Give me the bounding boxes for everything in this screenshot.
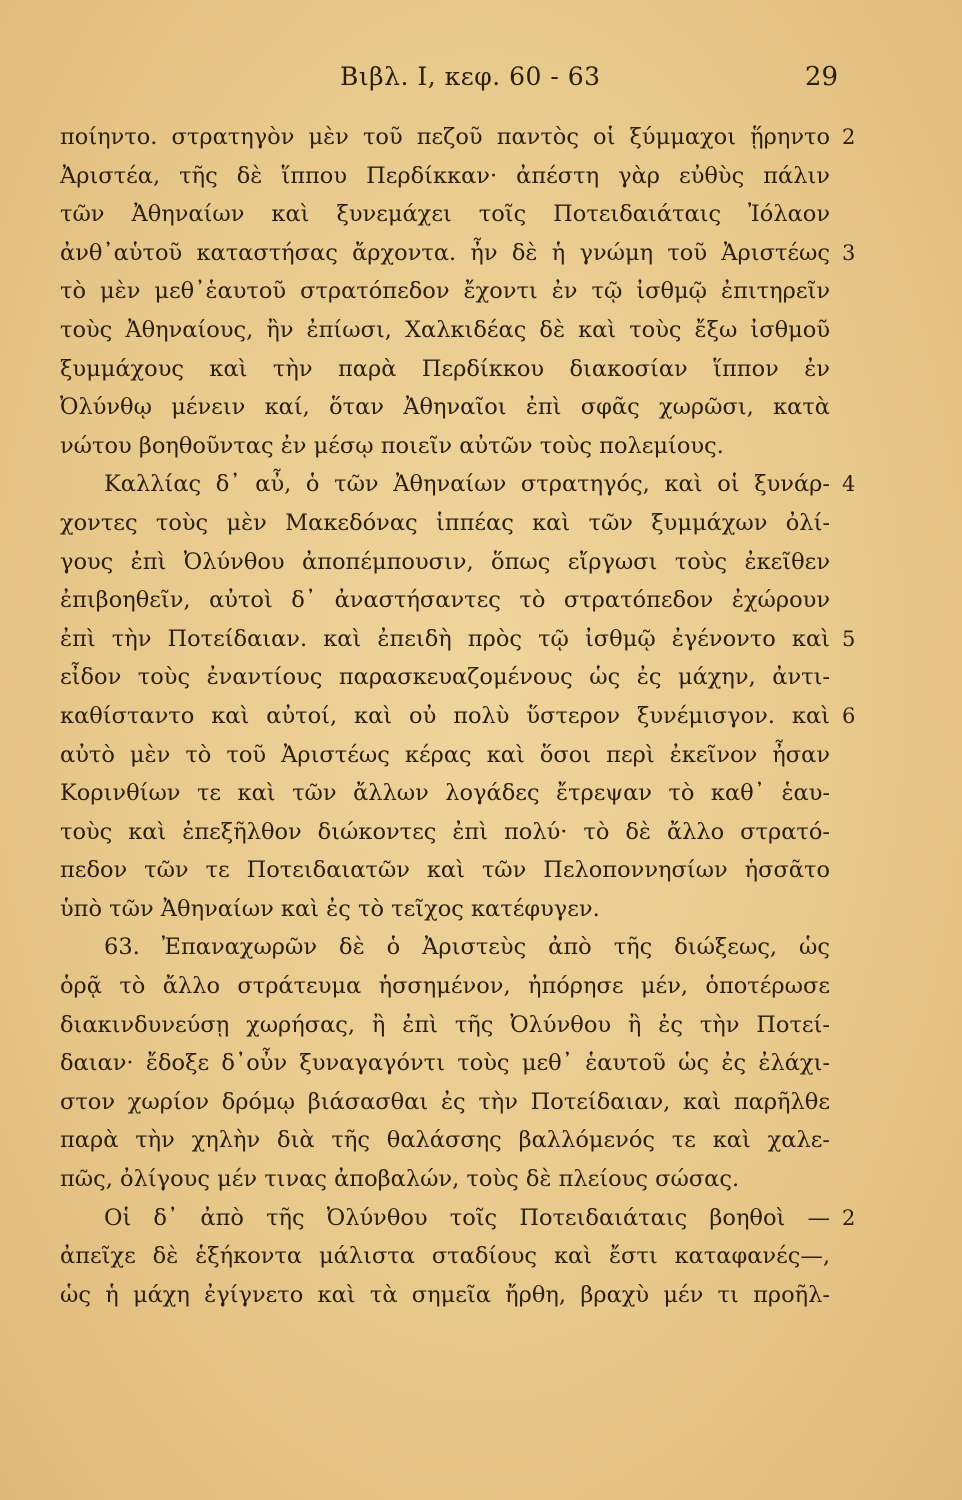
text-line [0,234,962,273]
line-text: χοντες τοὺς μὲν Μακεδόνας ἱππέας καὶ τῶν ξυμμάχων ὀλί- [60,509,830,536]
line-text: καθίσταντο καὶ αὐτοί, καὶ οὐ πολὺ ὕστερον ξυνέμισγον. καὶ [60,702,830,729]
line-text: ἀνθ᾽αὑτοῦ καταστήσας ἄρχοντα. ἦν δὲ ἡ γνώμη τοῦ Ἀριστέως [60,239,830,266]
running-head: Βιβλ. Ι, κεφ. 60 - 63 [340,62,601,91]
line-text: νώτου βοηθοῦντας ἐν μέσῳ ποιεῖν αὐτῶν τοὺς πολεμίους. [60,432,724,459]
line-text: τοὺς Ἀθηναίους, ἢν ἐπίωσι, Χαλκιδέας δὲ καὶ τοὺς ἔξω ἰσθμοῦ [60,316,830,343]
text-line [0,890,962,929]
line-text: Οἱ δ᾽ ἀπὸ τῆς Ὀλύνθου τοῖς Ποτειδαιάταις βοηθοὶ — [104,1204,830,1231]
margin-section-number: 2 [842,1205,856,1230]
text-line [0,1237,962,1276]
text-line [0,311,962,350]
text-line [0,1083,962,1122]
text-line [0,504,962,543]
line-text: πῶς, ὀλίγους μέν τινας ἀποβαλών, τοὺς δὲ πλείους σώσας. [60,1166,740,1193]
body-text [0,118,962,1314]
line-text: Καλλίας δ᾽ αὖ, ὁ τῶν Ἀθηναίων στρατηγός, καὶ οἱ ξυνάρ- [104,471,830,498]
line-text: αὐτὸ μὲν τὸ τοῦ Ἀριστέως κέρας καὶ ὅσοι περὶ ἐκεῖνον ἦσαν [60,741,830,768]
line-text: γους ἐπὶ Ὀλύνθου ἀποπέμπουσιν, ὅπως εἴργωσι τοὺς ἐκεῖθεν [60,548,830,575]
text-line [0,388,962,427]
line-text: διακινδυνεύσῃ χωρήσας, ἢ ἐπὶ τῆς Ὀλύνθου ἢ ἐς τὴν Ποτεί- [60,1011,830,1038]
text-line [0,813,962,852]
margin-section-number: 2 [842,125,856,149]
line-text: τῶν Ἀθηναίων καὶ ξυνεμάχει τοῖς Ποτειδαιάταις Ἰόλαον [60,201,830,228]
margin-section-number: 5 [842,626,856,651]
text-line [0,1276,962,1315]
text-line [0,697,962,736]
text-line [0,272,962,311]
text-line [0,1044,962,1083]
margin-section-number: 4 [842,472,856,497]
line-text: τοὺς καὶ ἐπεξῆλθον διώκοντες ἐπὶ πολύ· τὸ δὲ ἄλλο στρατό- [60,818,830,845]
line-text: ποίηντο. στρατηγὸν μὲν τοῦ πεζοῦ παντὸς οἱ ξύμμαχοι ᾕρηντο [60,124,830,150]
text-line [0,1006,962,1045]
text-line [0,543,962,582]
text-line [0,928,962,967]
line-text: 63. Ἐπαναχωρῶν δὲ ὁ Ἀριστεὺς ἀπὸ τῆς διώξεως, ὡς [104,934,830,961]
line-text: Ὀλύνθῳ μένειν καί, ὅταν Ἀθηναῖοι ἐπὶ σφᾶς χωρῶσι, κατὰ [60,394,830,421]
line-text: ὁρᾷ τὸ ἄλλο στράτευμα ἡσσημένον, ἠπόρησε μέν, ὁποτέρωσε [60,973,830,1000]
line-text: τὸ μὲν μεθ᾽ἑαυτοῦ στρατόπεδον ἔχοντι ἐν τῷ ἰσθμῷ ἐπιτηρεῖν [60,278,830,305]
line-text: Κορινθίων τε καὶ τῶν ἄλλων λογάδες ἔτρεψαν τὸ καθ᾽ ἑαυ- [60,780,830,807]
text-line [0,851,962,890]
text-line [0,774,962,813]
margin-section-number: 3 [842,240,856,265]
line-text: ἀπεῖχε δὲ ἑξήκοντα μάλιστα σταδίους καὶ ἔστι καταφανές—, [60,1243,830,1270]
line-text: στον χωρίον δρόμῳ βιάσασθαι ἐς τὴν Ποτείδαιαν, καὶ παρῆλθε [60,1088,830,1115]
line-text: ξυμμάχους καὶ τὴν παρὰ Περδίκκου διακοσίαν ἵππον ἐν [60,355,830,382]
text-line [0,1160,962,1199]
text-line [0,620,962,659]
page-header [0,62,962,102]
text-line [0,350,962,389]
line-text: ὡς ἡ μάχη ἐγίγνετο καὶ τὰ σημεῖα ἤρθη, βραχὺ μέν τι προῆλ- [60,1281,830,1308]
text-line [0,967,962,1006]
text-line [0,581,962,620]
line-text: εἶδον τοὺς ἐναντίους παρασκευαζομένους ὡς ἐς μάχην, ἀντι- [60,664,830,691]
page-number: 29 [804,62,838,92]
line-text: πεδον τῶν τε Ποτειδαιατῶν καὶ τῶν Πελοποννησίων ἡσσᾶτο [60,857,830,884]
line-text: ἐπιβοηθεῖν, αὐτοὶ δ᾽ ἀναστήσαντες τὸ στρατόπεδον ἐχώρουν [60,587,830,614]
text-line [0,427,962,466]
line-text: ἐπὶ τὴν Ποτείδαιαν. καὶ ἐπειδὴ πρὸς τῷ ἰσθμῷ ἐγένοντο καὶ [60,625,830,652]
text-line [0,118,962,157]
margin-section-number: 6 [842,703,856,728]
text-line [0,658,962,697]
text-line [0,465,962,504]
line-text: ὑπὸ τῶν Ἀθηναίων καὶ ἐς τὸ τεῖχος κατέφυγεν. [60,895,600,922]
text-line [0,195,962,234]
line-text: παρὰ τὴν χηλὴν διὰ τῆς θαλάσσης βαλλόμενός τε καὶ χαλε- [60,1127,830,1154]
text-line [0,736,962,775]
text-line [0,1199,962,1238]
line-text: δαιαν· ἔδοξε δ᾽οὖν ξυναγαγόντι τοὺς μεθ᾽ ἑαυτοῦ ὡς ἐς ἐλάχι- [60,1050,830,1077]
text-line [0,157,962,196]
line-text: Ἀριστέα, τῆς δὲ ἵππου Περδίκκαν· ἀπέστη γὰρ εὐθὺς πάλιν [60,162,830,189]
text-line [0,1121,962,1160]
